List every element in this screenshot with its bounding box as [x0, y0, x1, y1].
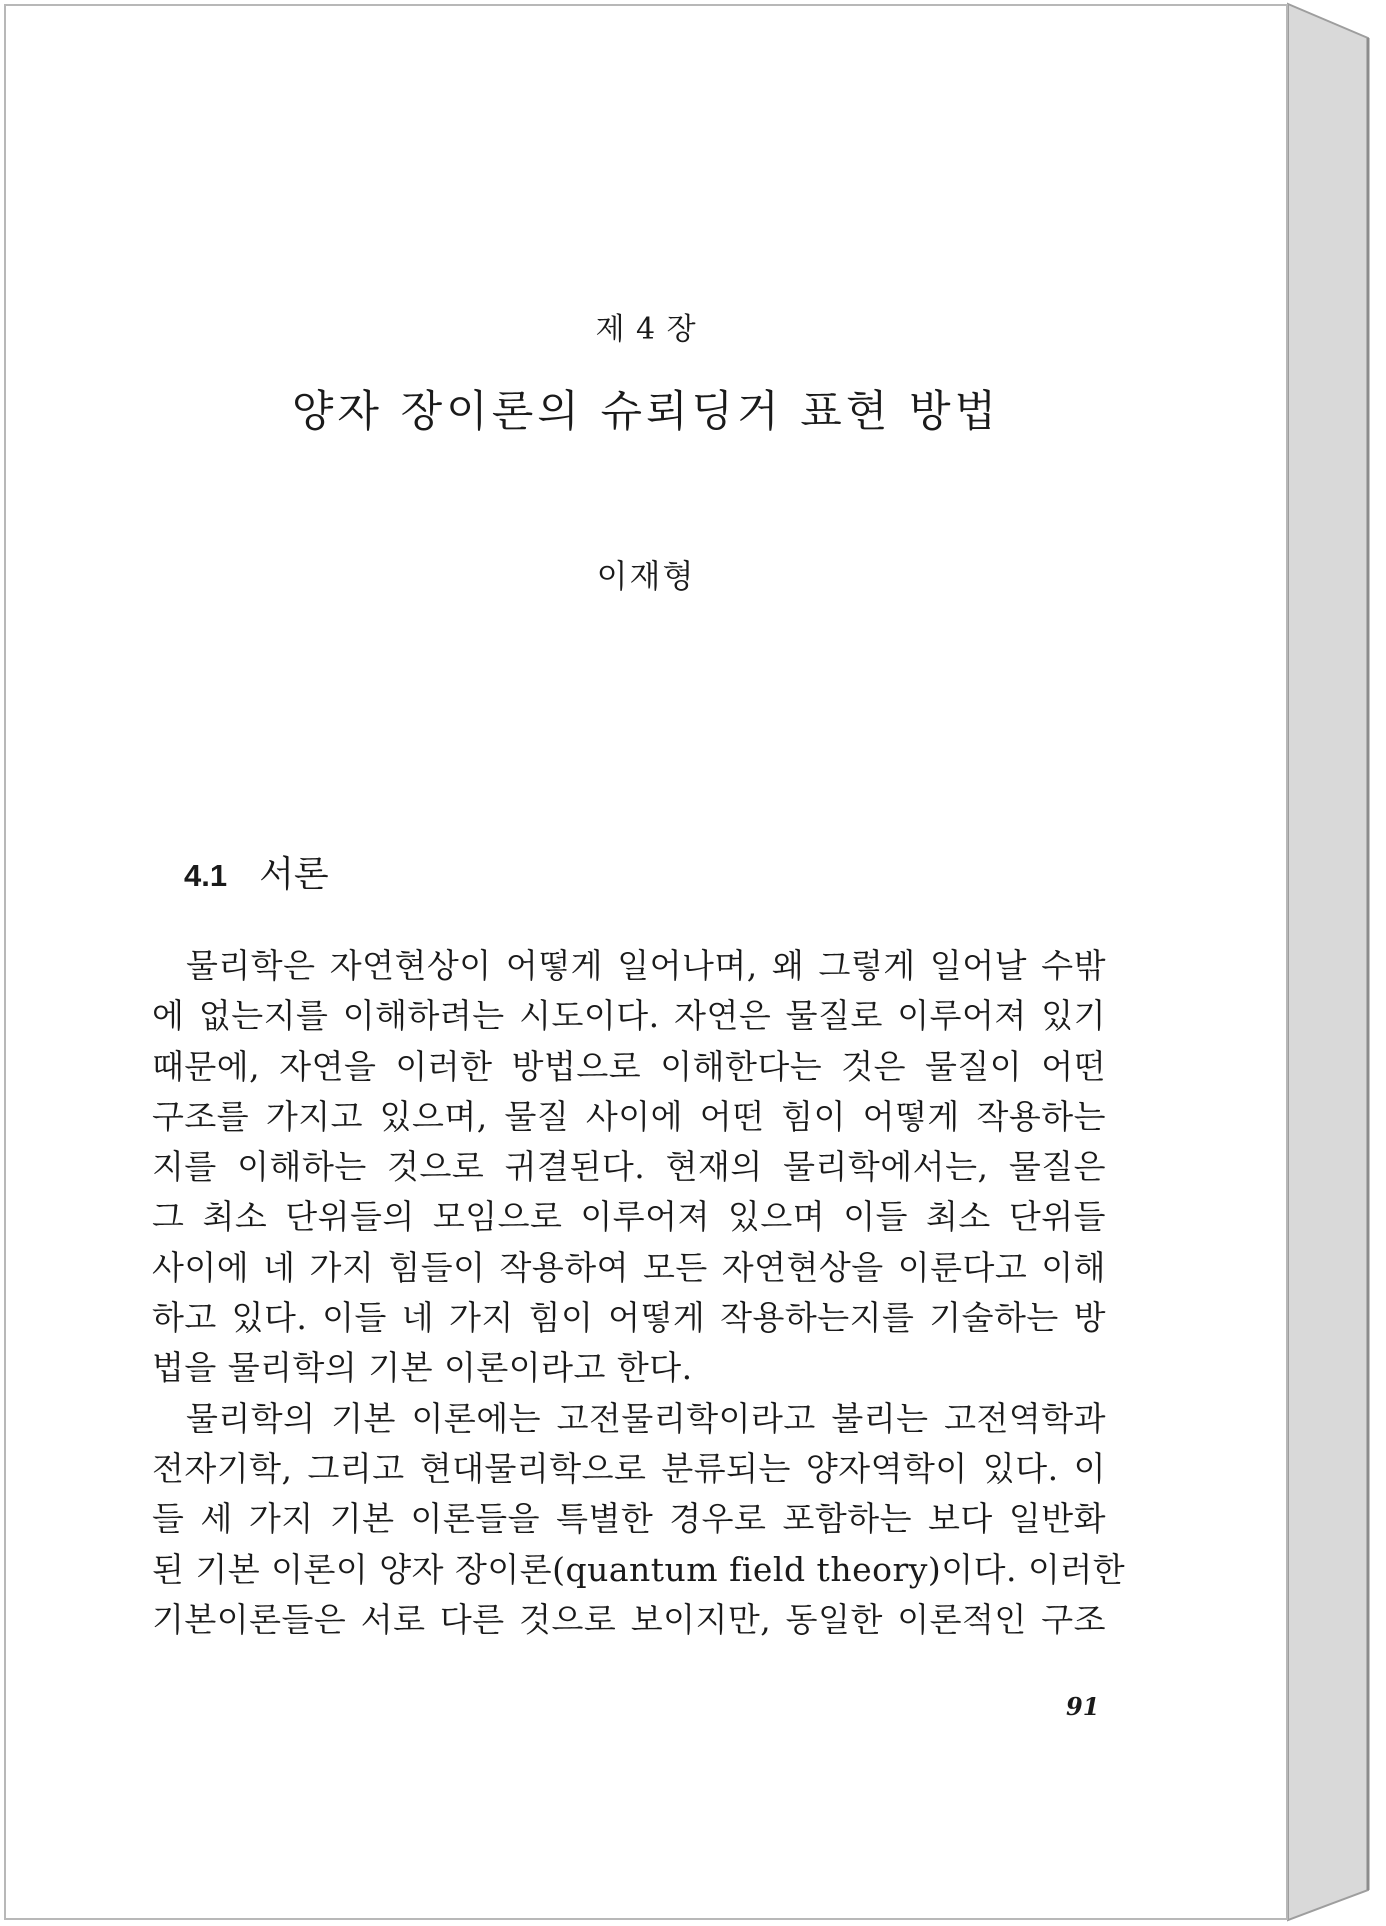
text-line: 사이에 네 가지 힘들이 작용하여 모든 자연현상을 이룬다고 이해 — [152, 1247, 1106, 1287]
text-line: 때문에, 자연을 이러한 방법으로 이해한다는 것은 물질이 어떤 — [152, 1046, 1106, 1086]
book-spine-side — [1288, 4, 1368, 1920]
text-line: 된 기본 이론이 양자 장이론(quantum field theory)이다. 이러한 — [152, 1549, 1126, 1589]
text-line: 법을 물리학의 기본 이론이라고 한다. — [152, 1348, 693, 1388]
text-line: 구조를 가지고 있으며, 물질 사이에 어떤 힘이 어떻게 작용하는 — [152, 1096, 1106, 1136]
text-line: 지를 이해하는 것으로 귀결된다. 현재의 물리학에서는, 물질은 — [152, 1147, 1106, 1187]
text-line: 에 없는지를 이해하려는 시도이다. 자연은 물질로 이루어져 있기 — [152, 996, 1106, 1036]
author-name: 이재형 — [596, 557, 696, 595]
section-number: 4.1 — [184, 858, 228, 893]
text-line: 들 세 가지 기본 이론들을 특별한 경우로 포함하는 보다 일반화 — [152, 1499, 1106, 1539]
text-line: 물리학은 자연현상이 어떻게 일어나며, 왜 그렇게 일어날 수밖 — [186, 946, 1106, 985]
section-title: 서론 — [259, 854, 329, 895]
chapter-title: 양자 장이론의 슈뢰딩거 표현 방법 — [291, 387, 1001, 437]
section-heading — [184, 846, 329, 897]
text-line: 물리학의 기본 이론에는 고전물리학이라고 불리는 고전역학과 — [186, 1398, 1106, 1438]
body-text — [152, 941, 1126, 1645]
text-line: 그 최소 단위들의 모임으로 이루어져 있으며 이들 최소 단위들 — [152, 1197, 1106, 1237]
chapter-label: 제 4 장 — [595, 312, 697, 347]
document-page — [4, 4, 1288, 1920]
page-number: 91 — [1066, 1692, 1100, 1721]
text-line: 기본이론들은 서로 다른 것으로 보이지만, 동일한 이론적인 구조 — [152, 1599, 1106, 1639]
text-line: 하고 있다. 이들 네 가지 힘이 어떻게 작용하는지를 기술하는 방 — [152, 1298, 1106, 1338]
text-line: 전자기학, 그리고 현대물리학으로 분류되는 양자역학이 있다. 이 — [152, 1448, 1106, 1488]
